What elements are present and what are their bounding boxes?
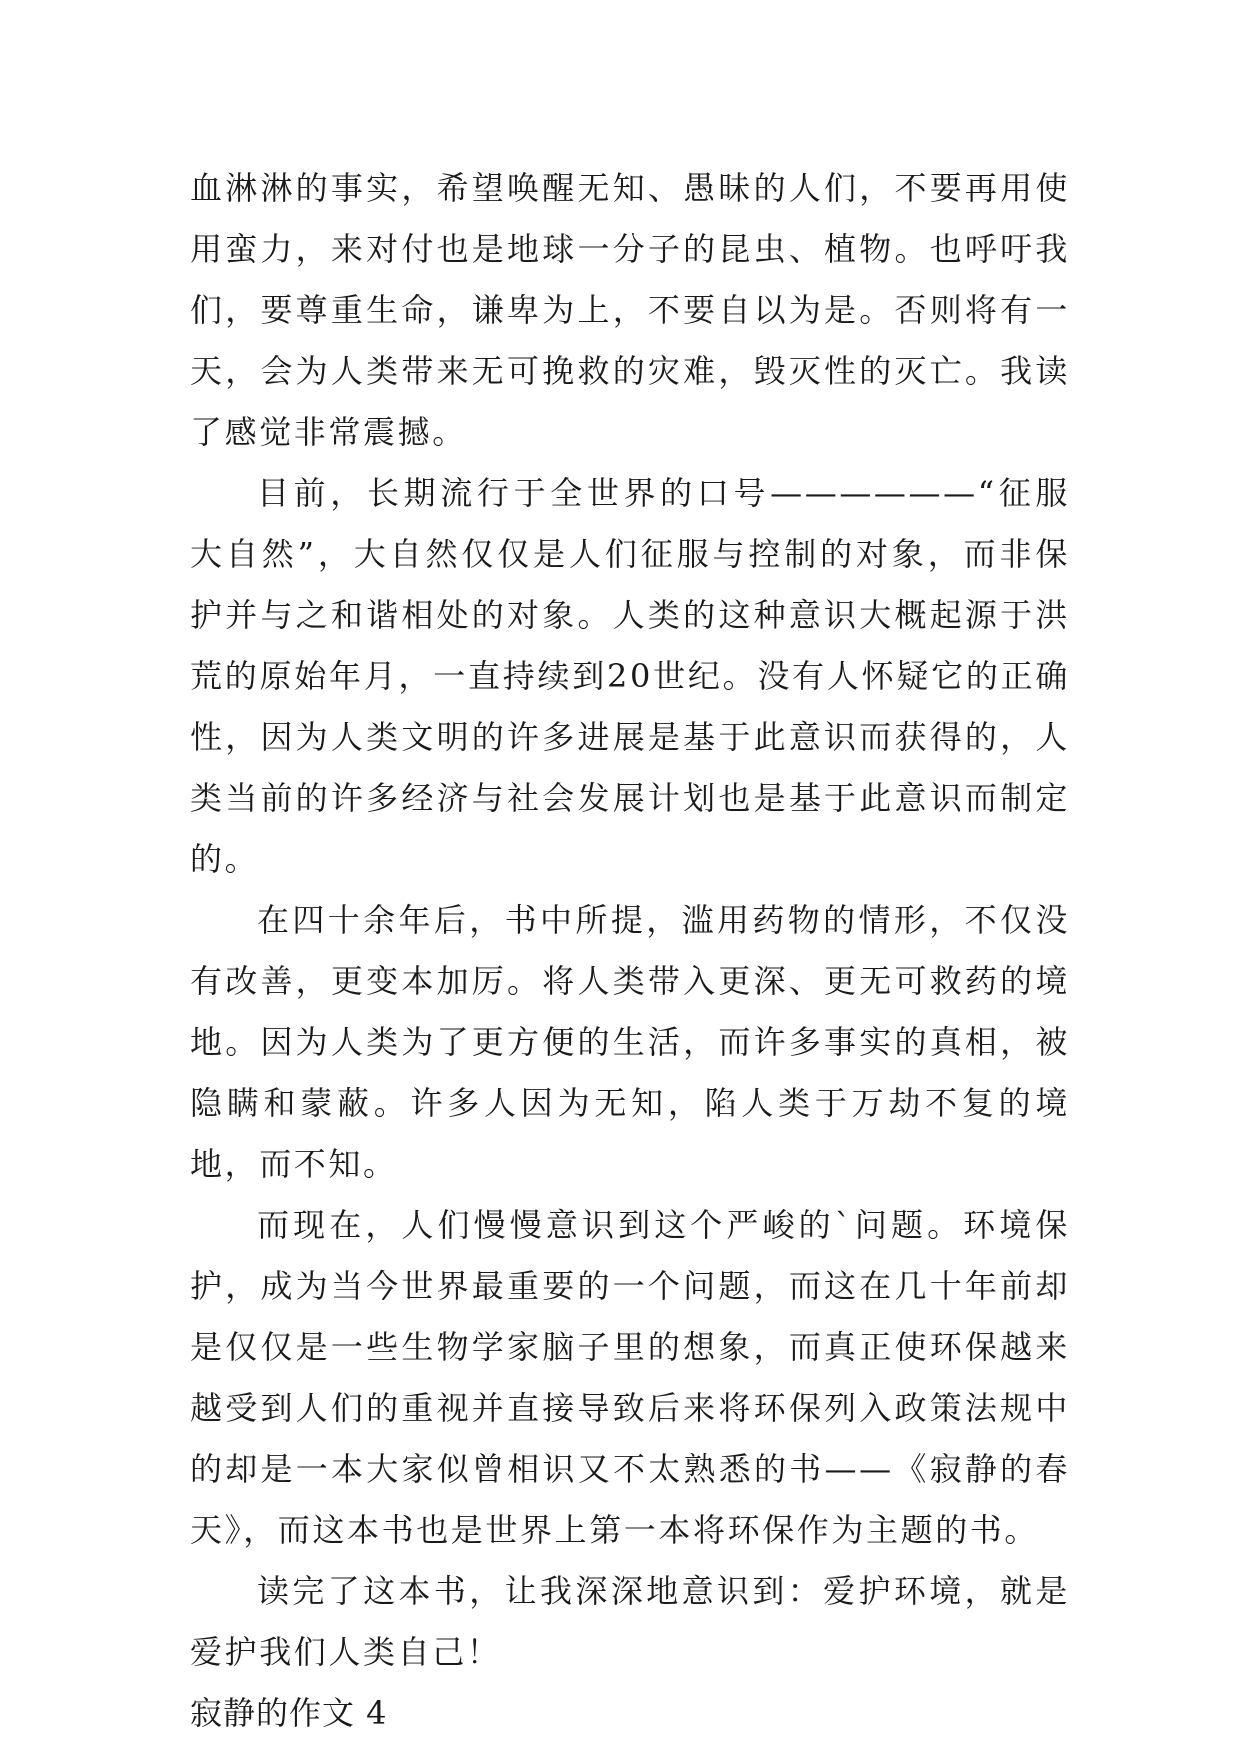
paragraph-1: 血淋淋的事实，希望唤醒无知、愚昧的人们，不要再用使用蛮力，来对付也是地球一分子的昆虫、植物。也呼吁我们，要尊重生命，谦卑为上，不要自以为是。否则将有一天，会为人类带来无可挽救的灾难，毁灭性的灭亡。我读了感觉非常震撼。 bbox=[190, 169, 1070, 451]
paragraph-3: 在四十余年后，书中所提，滥用药物的情形，不仅没有改善，更变本加厉。将人类带入更深、更无可救药的境地。因为人类为了更方便的生活，而许多事实的真相，被隐瞒和蒙蔽。许多人因为无知，陷人类于万劫不复的境地，而不知。 bbox=[190, 901, 1070, 1183]
paragraph-2: 目前，长期流行于全世界的口号——————“征服大自然”，大自然仅仅是人们征服与控制的对象，而非保护并与之和谐相处的对象。人类的这种意识大概起源于洪荒的原始年月，一直持续到20世纪。没有人怀疑它的正确性，因为人类文明的许多进展是基于此意识而获得的，人类当前的许多经济与社会发展计划也是基于此意识而制定的。 bbox=[190, 474, 1070, 878]
section-heading: 寂静的作文 4 bbox=[190, 1694, 388, 1732]
paragraph-4: 而现在，人们慢慢意识到这个严峻的`问题。环境保护，成为当今世界最重要的一个问题，而这在几十年前却是仅仅是一些生物学家脑子里的想象，而真正使环保越来越受到人们的重视并直接导致后来将环保列入政策法规中的却是一本大家似曾相识又不太熟悉的书——《寂静的春天》，而这本书也是世界上第一本将环保作为主题的书。 bbox=[190, 1206, 1070, 1549]
paragraph-5: 读完了这本书，让我深深地意识到：爱护环境，就是爱护我们人类自己！ bbox=[190, 1572, 1070, 1671]
document-body bbox=[190, 158, 1070, 1744]
